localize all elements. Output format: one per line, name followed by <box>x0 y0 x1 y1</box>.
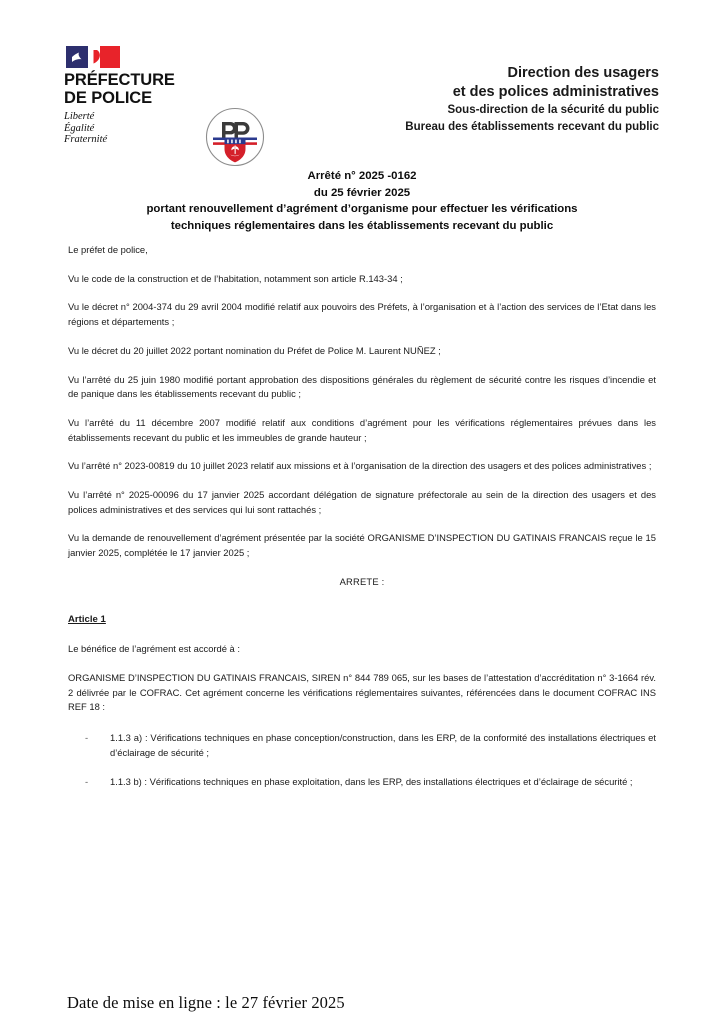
prefecture-brand-block <box>64 46 199 146</box>
verification-list <box>68 731 656 790</box>
document-header <box>0 46 720 161</box>
document-title-block <box>68 168 656 234</box>
bullet-dash-icon: - <box>85 776 89 788</box>
bureau-title: Bureau des établissements recevant du public <box>405 120 659 133</box>
list-item-text: 1.1.3 a) : Vérifications techniques en phase conception/construction, dans les ERP, de la conformité des installations électriques et d’éclairage de sécurité ; <box>110 732 656 758</box>
brand-name-line2: DE POLICE <box>64 88 153 107</box>
republic-motto <box>64 111 199 146</box>
direction-title-line1: Direction des usagers <box>507 65 659 81</box>
french-flag-marianne-icon <box>66 46 120 68</box>
arrete-subject-line2: techniques réglementaires dans les établissements recevant du public <box>170 219 554 232</box>
visa-paragraph: Vu l’arrêté du 25 juin 1980 modifié portant approbation des dispositions générales du règlement de sécurité contre les risques d’incendie et de panique dans les établissements recevant du public ; <box>68 373 656 400</box>
document-body <box>68 243 656 805</box>
visa-paragraph: Vu l’arrêté n° 2023-00819 du 10 juillet 2023 relatif aux missions et à l’organisation de la direction des usagers et des polices administratives ; <box>68 460 652 472</box>
visa-paragraph: Vu la demande de renouvellement d’agrément présentée par la société ORGANISME D’INSPECTION DU GATINAIS FRANCAIS reçue le 15 janvier 2025, complétée le 17 janvier 2025 ; <box>68 532 656 559</box>
motto-fraternite: Fraternité <box>64 134 108 145</box>
article-1-beneficiary: ORGANISME D’INSPECTION DU GATINAIS FRANCAIS, SIREN n° 844 789 065, sur les bases de l’attestation d’accréditation n° 3-1664 rév. 2 délivrée par le COFRAC. Cet agrément concerne les vérifications réglementaires suivantes, référencées dans le document COFRAC INS REF 18 : <box>68 671 656 713</box>
motto-liberte: Liberté <box>64 111 95 122</box>
brand-name <box>64 72 199 107</box>
prefecture-de-police-roundel-icon <box>205 107 265 167</box>
visa-paragraph: Vu le code de la construction et de l’habitation, notamment son article R.143-34 ; <box>68 272 403 284</box>
arrete-date: du 25 février 2025 <box>313 186 411 199</box>
subdirection-title: Sous-direction de la sécurité du public <box>447 104 659 116</box>
list-item <box>68 731 656 760</box>
article-1-section <box>68 612 656 791</box>
direction-title-line2: et des polices administratives <box>452 84 659 100</box>
opening-line: Le préfet de police, <box>68 244 148 255</box>
list-item <box>68 775 656 790</box>
visa-paragraph: Vu le décret n° 2004-374 du 29 avril 2004 modifié relatif aux pouvoirs des Préfets, à l’organisation et à l’action des services de l’Etat dans les régions et départements ; <box>68 301 656 328</box>
online-publication-date: Date de mise en ligne : le 27 février 2025 <box>67 993 345 1012</box>
header-direction-titles <box>405 64 659 135</box>
list-item-text: 1.1.3 b) : Vérifications techniques en phase exploitation, dans les ERP, des installations électriques et d’éclairage de sécurité ; <box>110 776 633 788</box>
arrete-keyword: ARRETE : <box>339 575 385 587</box>
visa-paragraph: Vu l’arrêté du 11 décembre 2007 modifié relatif aux conditions d’agrément pour les vérifications réglementaires prévues dans les établissements recevant du public et les immeubles de grande hauteur ; <box>68 416 656 443</box>
visa-paragraph: Vu le décret du 20 juillet 2022 portant nomination du Préfet de Police M. Laurent NUÑEZ ; <box>68 344 441 356</box>
article-1-heading: Article 1 <box>68 613 106 625</box>
motto-egalite: Égalité <box>64 122 95 134</box>
article-1-intro: Le bénéfice de l’agrément est accordé à : <box>68 643 240 655</box>
brand-name-line1: PRÉFECTURE <box>64 71 175 89</box>
arrete-subject-line1: portant renouvellement d’agrément d’organisme pour effectuer les vérifications <box>146 203 578 215</box>
arrete-number: Arrêté n° 2025 -0162 <box>307 170 417 182</box>
visa-paragraph: Vu l’arrêté n° 2025-00096 du 17 janvier 2025 accordant délégation de signature préfectorale au sein de la direction des usagers et des polices administratives et des services qui lui sont rattachés ; <box>68 489 656 515</box>
bullet-dash-icon: - <box>85 732 89 744</box>
